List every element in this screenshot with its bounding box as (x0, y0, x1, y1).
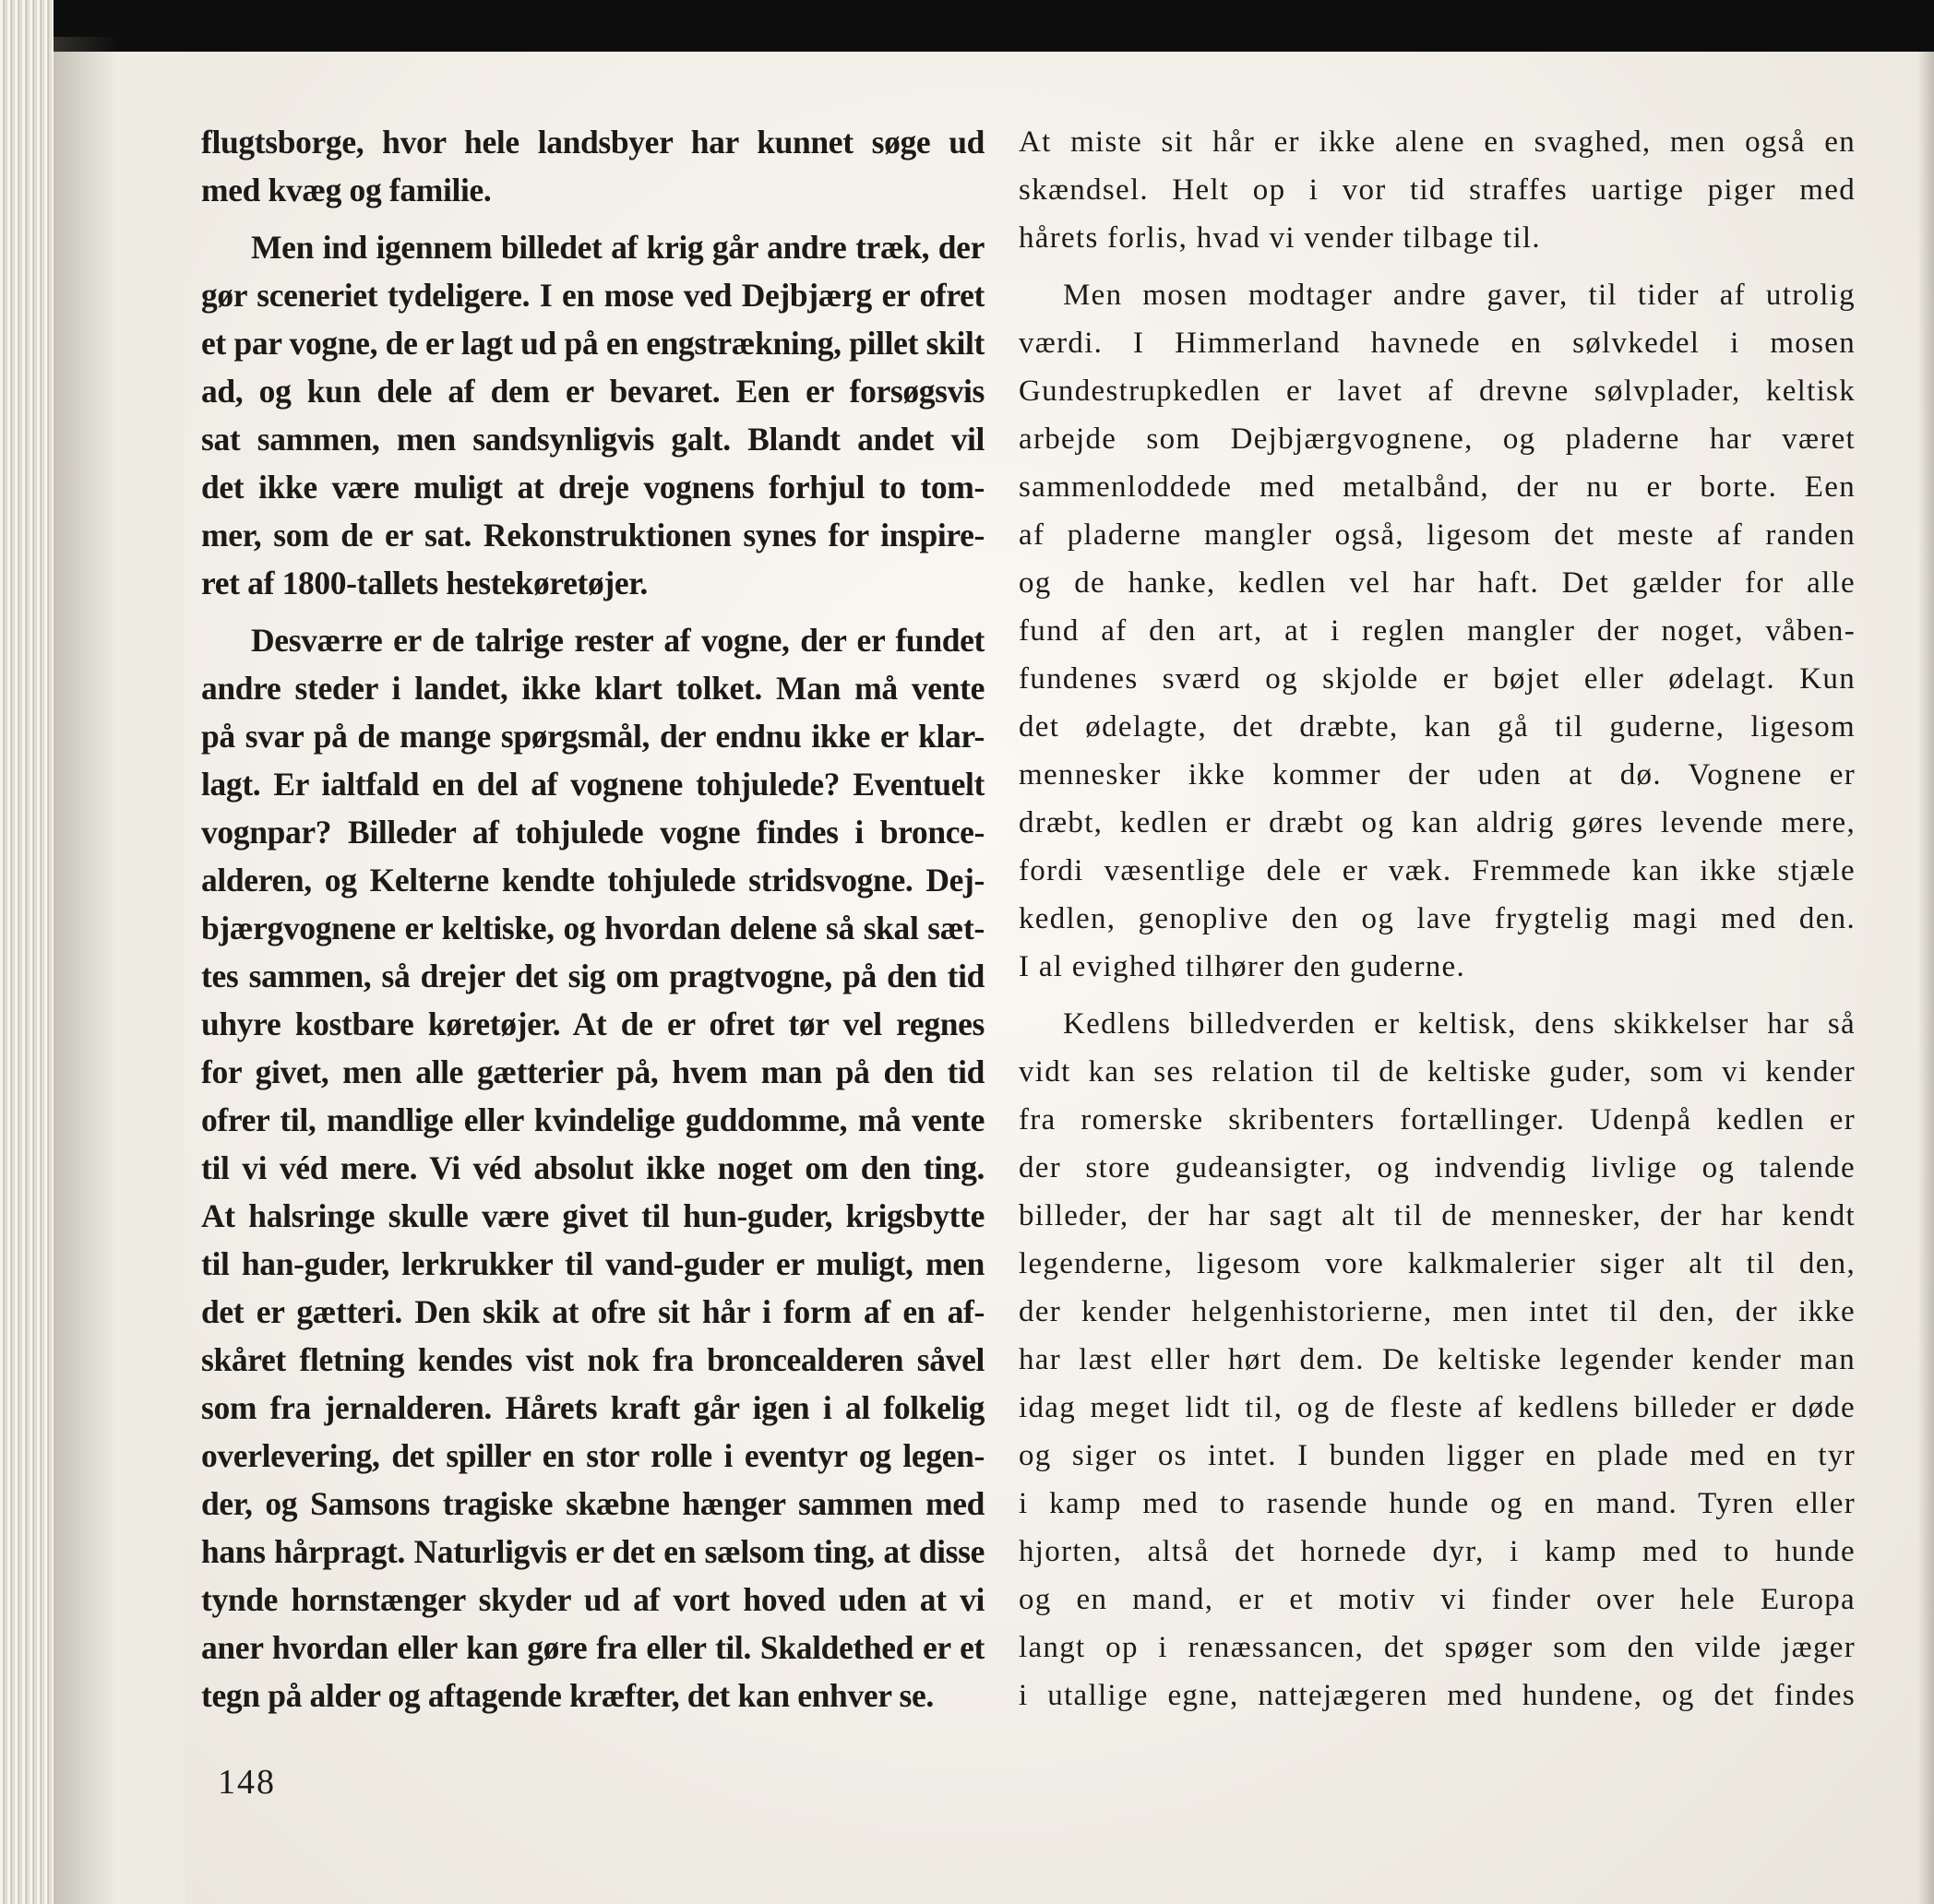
text-line: hårets forlis, hvad vi vender tilbage til. (1019, 221, 1541, 255)
text-line: mer, som de er sat. Rekonstruktionen synes for inspire- (201, 517, 985, 553)
left-column-paragraph (201, 118, 985, 214)
text-line: legenderne, ligesom vore kalkmalerier siger alt til den, (1019, 1247, 1856, 1280)
text-line: i utallige egne, nattejægeren med hundene, og det findes (1019, 1679, 1856, 1712)
text-line: dræbt, kedlen er dræbt og kan aldrig gøres levende mere, (1019, 806, 1856, 839)
text-line: ad, og kun dele af dem er bevaret. Een er forsøgsvis (201, 373, 985, 410)
text-line: skåret fletning kendes vist nok fra broncealderen såvel (201, 1341, 985, 1378)
text-line: ret af 1800-tallets hestekøretøjer. (201, 565, 648, 601)
text-line: Men mosen modtager andre gaver, til tider af utrolig (1063, 279, 1856, 312)
text-line: i kamp med to rasende hunde og en mand. Tyren eller (1019, 1487, 1856, 1520)
text-line: alderen, og Kelterne kendte tohjulede stridsvogne. Dej- (201, 862, 985, 898)
text-line: fordi væsentlige dele er væk. Fremmede kan ikke stjæle (1019, 854, 1856, 887)
page-edge-shadow (1917, 52, 1934, 1904)
text-line: på svar på de mange spørgsmål, der endnu ikke er klar- (201, 718, 985, 755)
text-line: tynde hornstænger skyder ud af vort hoved uden at vi (201, 1581, 985, 1618)
text-line: Kedlens billedverden er keltisk, dens skikkelser har så (1063, 1007, 1856, 1041)
text-line: gør sceneriet tydeligere. I en mose ved Dejbjærg er ofret (201, 277, 985, 314)
text-line: tes sammen, så drejer det sig om pragtvogne, på den tid (201, 958, 985, 994)
right-text-column (1019, 118, 1856, 1720)
paragraph-gap (1019, 262, 1856, 271)
paragraph-gap (1019, 991, 1856, 1000)
right-column-paragraph (1019, 1000, 1856, 1720)
text-line: med kvæg og familie. (201, 172, 492, 208)
text-line: At miste sit hår er ikke alene en svaghed, men også en (1019, 125, 1856, 159)
text-line: flugtsborge, hvor hele landsbyer har kunnet søge ud (201, 124, 985, 161)
text-line: mennesker ikke kommer der uden at dø. Vognene er (1019, 758, 1856, 791)
scan-top-shadow (0, 0, 1934, 52)
text-line: hans hårpragt. Naturligvis er det en sælsom ting, at disse (201, 1533, 985, 1570)
text-line: der kender helgenhistorierne, men intet til den, der ikke (1019, 1295, 1856, 1328)
left-text-column (201, 118, 985, 1720)
text-line: hjorten, altså det hornede dyr, i kamp med to hunde (1019, 1535, 1856, 1568)
text-line: værdi. I Himmerland havnede en sølvkedel i mosen (1019, 327, 1856, 360)
text-line: af pladerne mangler også, ligesom det meste af randen (1019, 518, 1856, 552)
text-line: langt op i renæssancen, det spøger som den vilde jæger (1019, 1631, 1856, 1664)
text-line: uhyre kostbare køretøjer. At de er ofret tør vel regnes (201, 1006, 985, 1042)
text-line: det er gætteri. Den skik at ofre sit hår i form af en af- (201, 1293, 985, 1330)
text-line: kedlen, genoplive den og lave frygtelig magi med den. (1019, 902, 1856, 935)
text-line: sammenloddede med metalbånd, der nu er borte. Een (1019, 470, 1856, 504)
text-line: tegn på alder og aftagende kræfter, det kan enhver se. (201, 1677, 934, 1714)
text-line: At halsringe skulle være givet til hun-guder, krigsbytte (201, 1197, 985, 1234)
text-line: og en mand, er et motiv vi finder over hele Europa (1019, 1583, 1856, 1616)
text-line: for givet, men alle gætterier på, hvem man på den tid (201, 1053, 985, 1090)
right-column-paragraph (1019, 118, 1856, 262)
text-line: fra romerske skribenters fortællinger. Udenpå kedlen er (1019, 1103, 1856, 1136)
text-line: det ødelagte, det dræbte, kan gå til guderne, ligesom (1019, 710, 1856, 744)
text-line: lagt. Er ialtfald en del af vognene tohjulede? Eventuelt (201, 766, 985, 803)
text-line: og siger os intet. I bunden ligger en plade med en tyr (1019, 1439, 1856, 1472)
paragraph-gap (201, 214, 985, 223)
text-line: bjærgvognene er keltiske, og hvordan delene så skal sæt- (201, 910, 985, 946)
paragraph-gap (201, 607, 985, 616)
text-line: sat sammen, men sandsynligvis galt. Blandt andet vil (201, 421, 985, 458)
text-line: fundenes sværd og skjolde er bøjet eller ødelagt. Kun (1019, 662, 1856, 696)
left-column-paragraph (201, 616, 985, 1720)
left-column-paragraph (201, 223, 985, 607)
text-line: arbejde som Dejbjærgvognene, og pladerne har været (1019, 422, 1856, 456)
gutter-shadow (54, 37, 118, 1904)
text-line: ofrer til, mandlige eller kvindelige guddomme, må vente (201, 1101, 985, 1138)
text-line: der, og Samsons tragiske skæbne hænger sammen med (201, 1485, 985, 1522)
text-line: har læst eller hørt dem. De keltiske legender kender man (1019, 1343, 1856, 1376)
text-line: billeder, der har sagt alt til de mennesker, der har kendt (1019, 1199, 1856, 1232)
text-line: det ikke være muligt at dreje vognens forhjul to tom- (201, 469, 985, 506)
text-line: aner hvordan eller kan gøre fra eller til. Skaldethed er et (201, 1629, 985, 1666)
text-line: og de hanke, kedlen vel har haft. Det gælder for alle (1019, 566, 1856, 600)
text-line: til han-guder, lerkrukker til vand-guder er muligt, men (201, 1245, 985, 1282)
text-line: I al evighed tilhører den guderne. (1019, 950, 1466, 983)
text-line: som fra jernalderen. Hårets kraft går igen i al folkelig (201, 1389, 985, 1426)
text-line: Desværre er de talrige rester af vogne, der er fundet (251, 622, 985, 659)
page-number: 148 (218, 1763, 276, 1802)
right-column-paragraph (1019, 271, 1856, 991)
text-line: Gundestrupkedlen er lavet af drevne sølvplader, keltisk (1019, 375, 1856, 408)
text-line: der store gudeansigter, og indvendig livlige og talende (1019, 1151, 1856, 1184)
text-line: idag meget lidt til, og de fleste af kedlens billeder er døde (1019, 1391, 1856, 1424)
text-line: fund af den art, at i reglen mangler der noget, våben- (1019, 614, 1856, 648)
text-line: et par vogne, de er lagt ud på en engstrækning, pillet skilt (201, 325, 985, 362)
text-line: vognpar? Billeder af tohjulede vogne findes i bronce- (201, 814, 985, 851)
text-line: overlevering, det spiller en stor rolle i eventyr og legen- (201, 1437, 985, 1474)
text-line: til vi véd mere. Vi véd absolut ikke noget om den ting. (201, 1149, 985, 1186)
text-line: andre steder i landet, ikke klart tolket. Man må vente (201, 670, 985, 707)
text-line: Men ind igennem billedet af krig går andre træk, der (251, 229, 985, 266)
book-spine-edge (0, 0, 54, 1904)
text-line: vidt kan ses relation til de keltiske guder, som vi kender (1019, 1055, 1856, 1089)
text-line: skændsel. Helt op i vor tid straffes uartige piger med (1019, 173, 1856, 207)
